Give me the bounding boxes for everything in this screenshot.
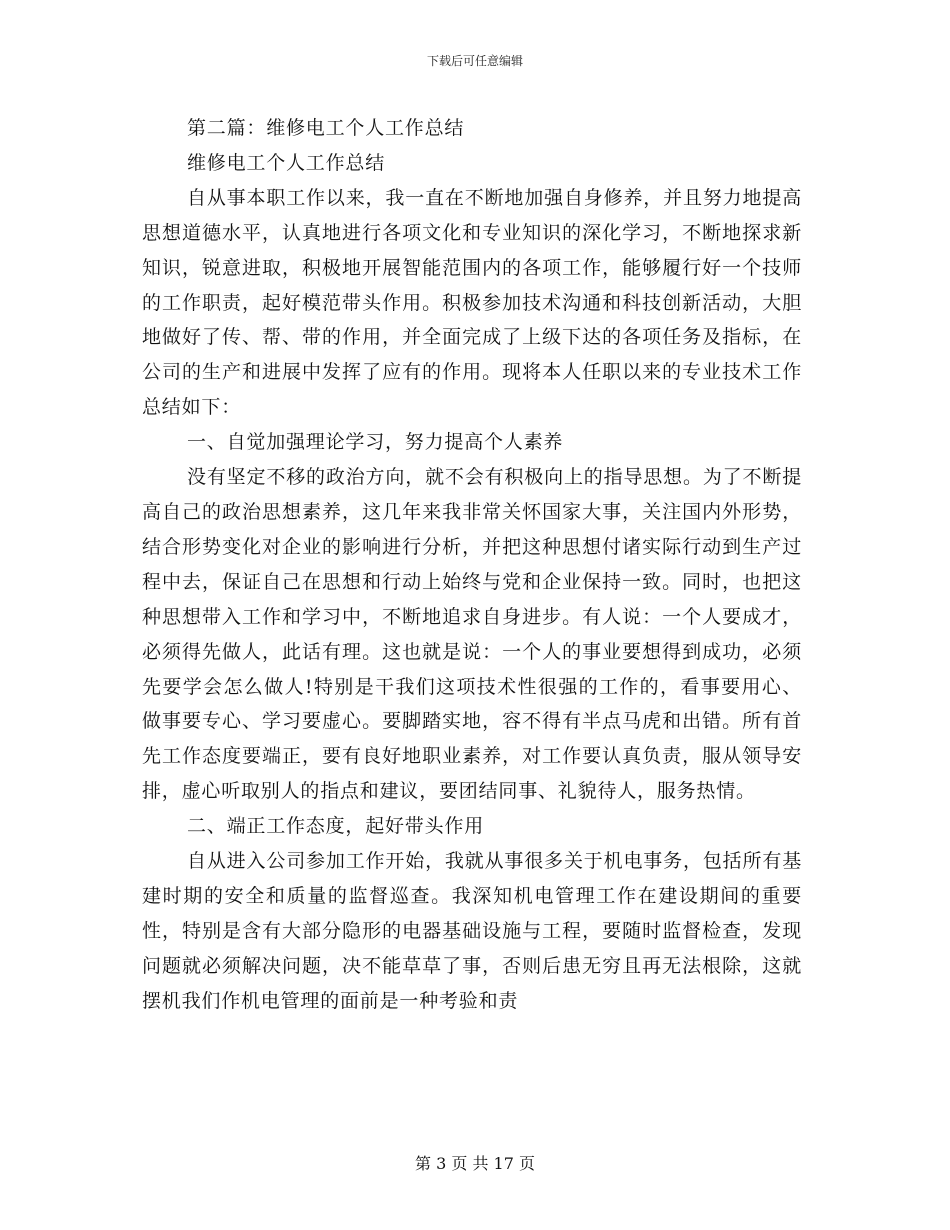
intro-paragraph: 自从事本职工作以来，我一直在不断地加强自身修养，并且努力地提高思想道德水平，认真地进行各项文化和专业知识的深化学习，不断地探求新知识，锐意进取，积极地开展智能范围内的各项工作，能够履行好一个技师的工作职责，起好模范带头作用。积极参加技术沟通和科技创新活动，大胆地做好了传、帮、带的作用，并全面完成了上级下达的各项任务及指标，在公司的生产和进展中发挥了应有的作用。现将本人任职以来的专业技术工作总结如下： — [142, 186, 802, 419]
document-body — [142, 111, 802, 1019]
section-2-paragraph: 自从进入公司参加工作开始，我就从事很多关于机电事务，包括所有基建时期的安全和质量的监督巡查。我深知机电管理工作在建设期间的重要性，特别是含有大部分隐形的电器基础设施与工程，要随时监督检查，发现问题就必须解决问题，决不能草草了事，否则后患无穷且再无法根除，这就摆机我们作机电管理的面前是一种考验和责 — [142, 850, 802, 1012]
section-heading-2: 二、端正工作态度，起好带头作用 — [187, 815, 485, 838]
section-heading-1: 一、自觉加强理论学习，努力提高个人素养 — [187, 431, 564, 454]
header-note: 下载后可任意编辑 — [426, 54, 523, 68]
part-title: 第二篇：维修电工个人工作总结 — [187, 117, 465, 139]
page-number: 第 3 页 共 17 页 — [415, 1154, 535, 1173]
section-1-paragraph: 没有坚定不移的政治方向，就不会有积极向上的指导思想。为了不断提高自己的政治思想素养，这几年来我非常关怀国家大事，关注国内外形势，结合形势变化对企业的影响进行分析，并把这种思想付诸实际行动到生产过程中去，保证自己在思想和行动上始终与党和企业保持一致。同时，也把这种思想带入工作和学习中，不断地追求自身进步。有人说：一个人要成才，必须得先做人，此话有理。这也就是说：一个人的事业要想得到成功，必须先要学会怎么做人!特别是干我们这项技术性很强的工作的，看事要用心、做事要专心、学习要虚心。要脚踏实地，容不得有半点马虎和出错。所有首先工作态度要端正，要有良好地职业素养，对工作要认真负责，服从领导安排，虚心听取别人的指点和建议，要团结同事、礼貌待人，服务热情。 — [142, 466, 802, 803]
document-title: 维修电工个人工作总结 — [187, 151, 386, 174]
